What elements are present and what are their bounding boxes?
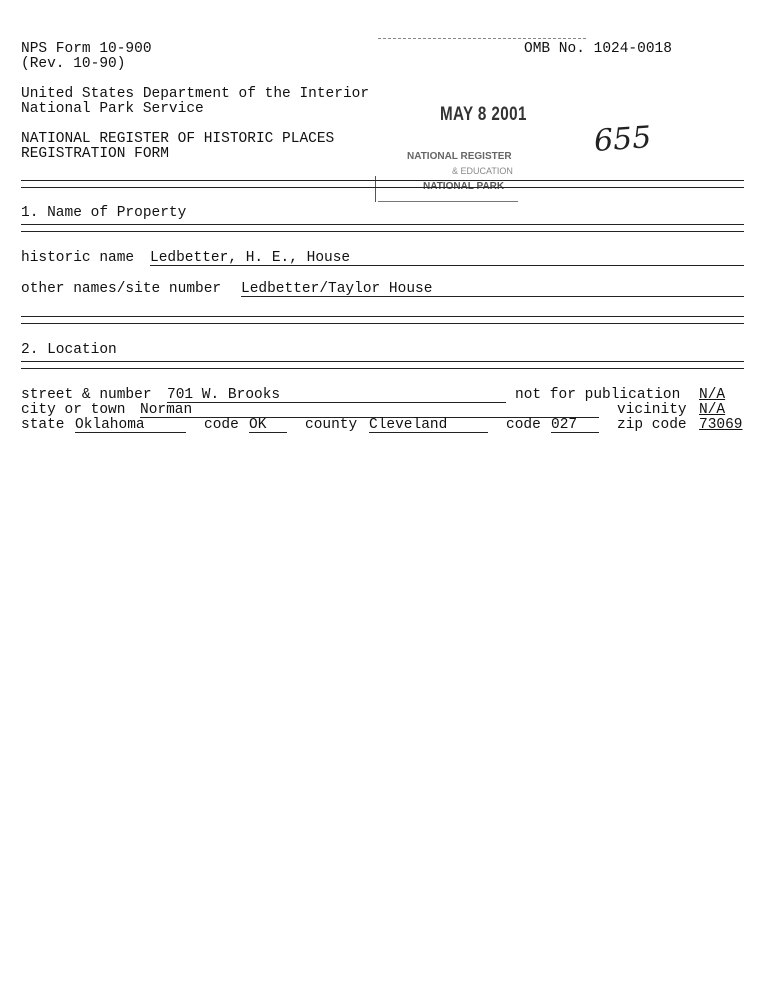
section-divider [21, 361, 744, 369]
other-names-value[interactable]: Ledbetter/Taylor House [241, 281, 433, 297]
section-divider [21, 224, 744, 232]
county-code-label: code [506, 417, 541, 433]
county-code-value[interactable]: 027 [551, 417, 578, 433]
county-label: county [305, 417, 358, 433]
state-code-value[interactable]: OK [249, 417, 267, 433]
form-subtitle: REGISTRATION FORM [21, 146, 169, 162]
county-value[interactable]: Cleveland [369, 417, 448, 433]
city-value[interactable]: Norman [140, 402, 193, 418]
stamp-top-border [378, 38, 586, 39]
section-divider [21, 180, 744, 188]
section-1-heading: 1. Name of Property [21, 205, 187, 221]
form-title: NATIONAL REGISTER OF HISTORIC PLACES [21, 131, 335, 147]
not-for-publication-value[interactable]: N/A [699, 387, 726, 403]
form-revision: (Rev. 10-90) [21, 56, 126, 72]
form-number: NPS Form 10-900 [21, 41, 152, 57]
stamp-line-3: NATIONAL PARK [423, 181, 505, 192]
other-names-label: other names/site number [21, 281, 222, 297]
section-2-heading: 2. Location [21, 342, 117, 358]
stamp-bottom-border [378, 201, 518, 202]
handwritten-number: 655 [592, 120, 653, 159]
street-value[interactable]: 701 W. Brooks [167, 387, 281, 403]
vicinity-label: vicinity [617, 402, 687, 418]
not-for-publication-label: not for publication [515, 387, 681, 403]
zip-code-label: zip code [617, 417, 687, 433]
street-label: street & number [21, 387, 152, 403]
omb-number: OMB No. 1024-0018 [524, 41, 672, 57]
vicinity-value[interactable]: N/A [699, 402, 726, 418]
section-divider [21, 316, 744, 324]
stamp-line-2: & EDUCATION [452, 166, 513, 176]
state-label: state [21, 417, 65, 433]
city-label: city or town [21, 402, 126, 418]
stamp-date: MAY 8 2001 [440, 104, 527, 125]
zip-code-value[interactable]: 73069 [699, 417, 743, 433]
department-name: United States Department of the Interior [21, 86, 370, 102]
state-value[interactable]: Oklahoma [75, 417, 145, 433]
historic-name-value[interactable]: Ledbetter, H. E., House [150, 250, 351, 266]
service-name: National Park Service [21, 101, 204, 117]
historic-name-label: historic name [21, 250, 135, 266]
state-code-label: code [204, 417, 239, 433]
stamp-line-1: NATIONAL REGISTER [407, 151, 512, 162]
